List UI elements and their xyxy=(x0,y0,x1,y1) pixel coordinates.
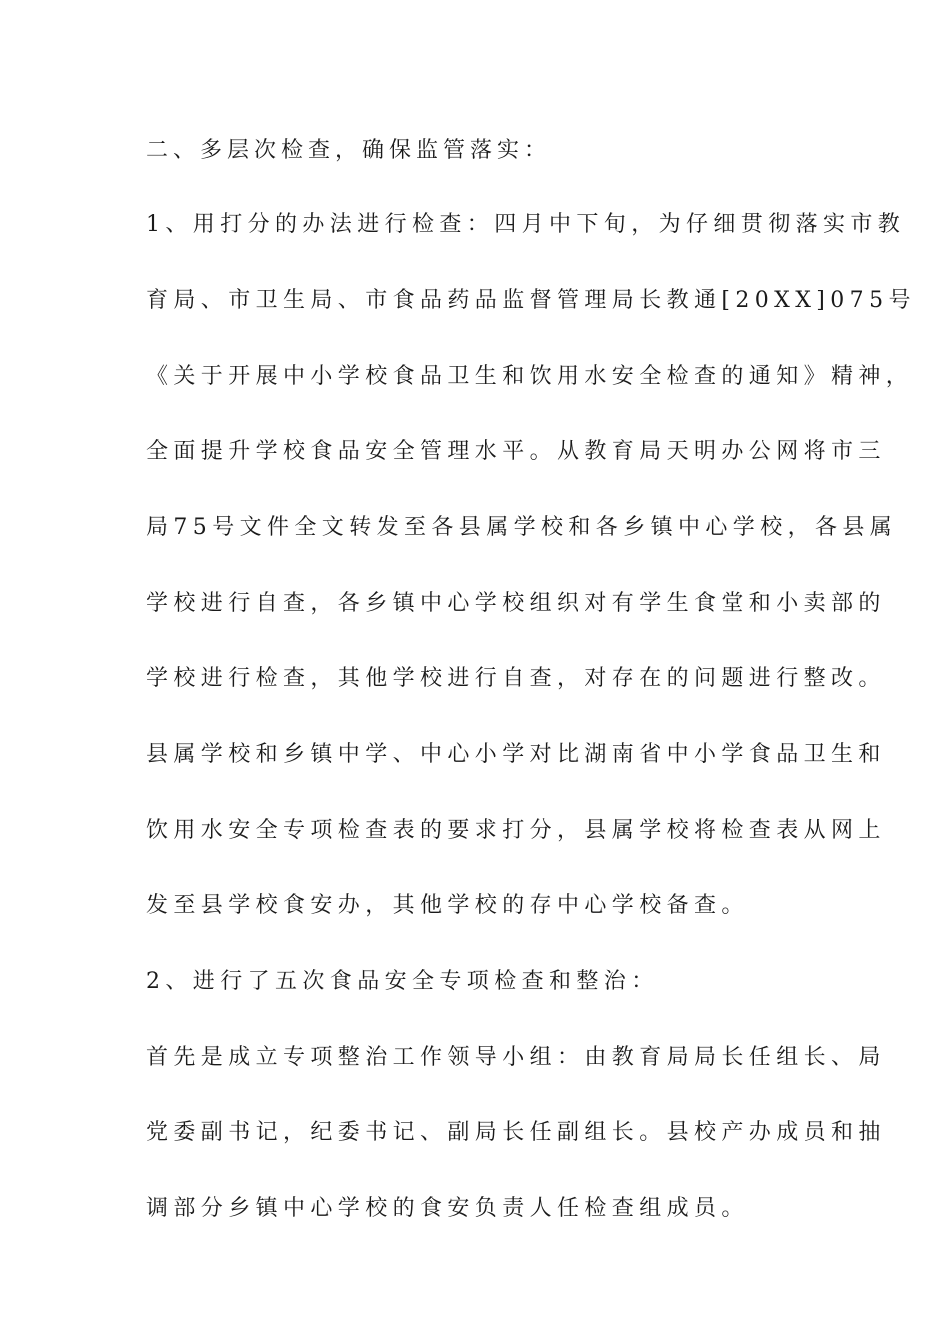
text-line: 学校进行检查，其他学校进行自查，对存在的问题进行整改。 xyxy=(146,666,886,691)
section-heading: 二、多层次检查，确保监管落实： xyxy=(146,138,552,163)
text-line: 2、进行了五次食品安全专项检查和整治： xyxy=(146,969,659,994)
text-line: 局75号文件全文转发至各县属学校和各乡镇中心学校，各县属 xyxy=(146,515,898,540)
text-line: 调部分乡镇中心学校的食安负责人任检查组成员。 xyxy=(146,1196,749,1221)
text-line: 党委副书记，纪委书记、副局长任副组长。县校产办成员和抽 xyxy=(146,1120,886,1145)
text-line: 1、用打分的办法进行检查：四月中下旬，为仔细贯彻落实市教 xyxy=(146,212,906,237)
text-line: 育局、市卫生局、市食品药品监督管理局长教通[20XX]075号 xyxy=(146,288,916,313)
text-line: 首先是成立专项整治工作领导小组：由教育局局长任组长、局 xyxy=(146,1045,886,1070)
text-line: 县属学校和乡镇中学、中心小学对比湖南省中小学食品卫生和 xyxy=(146,742,886,767)
text-line: 饮用水安全专项检查表的要求打分，县属学校将检查表从网上 xyxy=(146,818,886,843)
text-line: 全面提升学校食品安全管理水平。从教育局天明办公网将市三 xyxy=(146,439,886,464)
text-line: 《关于开展中小学校食品卫生和饮用水安全检查的通知》精神， xyxy=(146,364,914,389)
text-line: 学校进行自查，各乡镇中心学校组织对有学生食堂和小卖部的 xyxy=(146,591,886,616)
text-line: 发至县学校食安办，其他学校的存中心学校备查。 xyxy=(146,893,749,918)
